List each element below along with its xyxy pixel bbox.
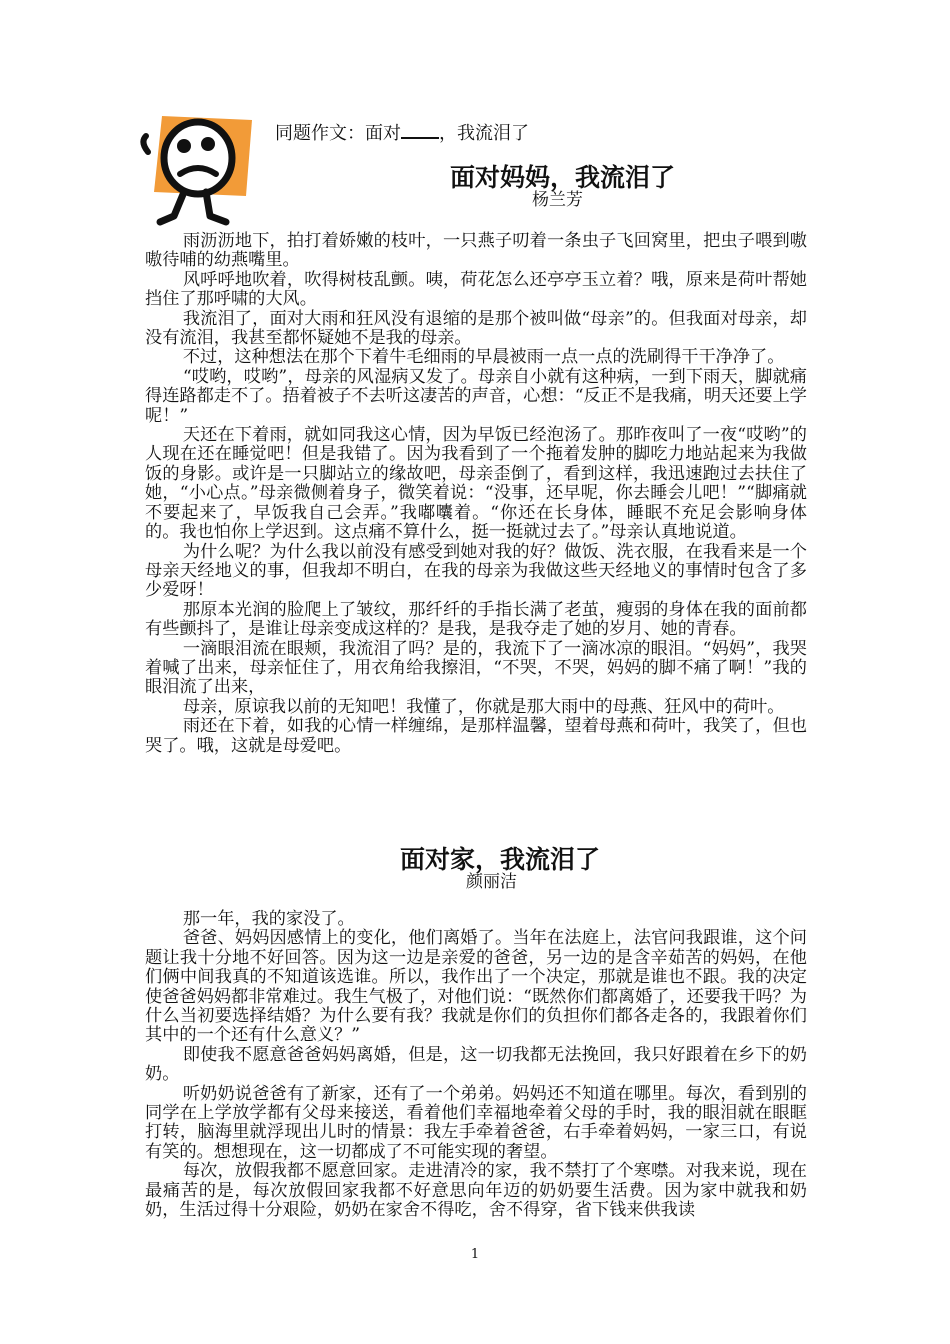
- prompt-blank: [401, 120, 439, 139]
- prompt-suffix: ，我流泪了: [439, 123, 529, 144]
- paragraph: 天还在下着雨，就如同我这心情，因为早饭已经泡汤了。那昨夜叫了一夜“哎哟”的人现在还在睡觉吧！但是我错了。因为我看到了一个拖着发肿的脚吃力地站起来为我做饭的身影。或许是一只脚站立的缘故吧，母亲歪倒了，看到这样，我迅速跑过去扶住了她，“小心点。”母亲微侧着身子，微笑着说：“没事，还早呢，你去睡会儿吧！”“脚痛就不要起来了，早饭我自己会弄。”我嘟囔着。“你还在长身体，睡眠不充足会影响身体的。我也怕你上学迟到。这点痛不算什么，挺一挺就过去了。”母亲认真地说道。: [145, 425, 807, 543]
- paragraph: “哎哟，哎哟”，母亲的风湿病又发了。母亲自小就有这种病，一到下雨天，脚就痛得连路都走不了。捂着被子不去听这凄苦的声音，心想：“反正不是我痛，明天还要上学呢！”: [145, 366, 807, 426]
- paragraph: 为什么呢？为什么我以前没有感受到她对我的好？做饭、洗衣服，在我看来是一个母亲天经地义的事，但我却不明白，在我的母亲为我做这些天经地义的事情时包含了多少爱呀！: [145, 541, 807, 601]
- essay-title: 面对妈妈，我流泪了: [450, 163, 676, 192]
- essay-prompt: [275, 120, 529, 146]
- essay-title: 面对家，我流泪了: [400, 845, 601, 874]
- essay-body: [145, 910, 807, 1221]
- paragraph: 即使我不愿意爸爸妈妈离婚，但是，这一切我都无法挽回，我只好跟着在乡下的奶奶。: [145, 1044, 807, 1085]
- essay-body: [145, 232, 807, 756]
- page-number: 1: [470, 1247, 480, 1262]
- essay-author: 杨兰芳: [532, 190, 583, 210]
- paragraph: 风呼呼地吹着，吹得树枝乱颤。咦，荷花怎么还亭亭玉立着？哦，原来是荷叶帮她挡住了那呼啸的大风。: [145, 269, 807, 310]
- paragraph: 母亲，原谅我以前的无知吧！我懂了，你就是那大雨中的母燕、狂风中的荷叶。: [182, 696, 785, 717]
- paragraph: 那原本光润的脸爬上了皱纹，那纤纤的手指长满了老茧，瘦弱的身体在我的面前都有些颤抖了，是谁让母亲变成这样的？是我，是我夺走了她的岁月、她的青春。: [145, 599, 807, 640]
- essay-author: 颜丽洁: [466, 872, 517, 892]
- paragraph: 每次，放假我都不愿意回家。走进清冷的家，我不禁打了个寒噤。对我来说，现在最痛苦的是，每次放假回家我都不好意思向年迈的奶奶要生活费。因为家中就我和奶奶，生活过得十分艰险，奶奶在家舍不得吃，舍不得穿，省下钱来供我读: [145, 1161, 807, 1221]
- paragraph: 我流泪了，面对大雨和狂风没有退缩的是那个被叫做“母亲”的。但我面对母亲，却没有流泪，我甚至都怀疑她不是我的母亲。: [145, 308, 807, 349]
- paragraph: 那一年，我的家没了。: [182, 909, 355, 929]
- prompt-prefix: 同题作文：面对: [275, 123, 401, 144]
- worried-mascot-icon: [140, 112, 260, 228]
- paragraph: 爸爸、妈妈因感情上的变化，他们离婚了。当年在法庭上，法官问我跟谁，这个问题让我十分地不好回答。因为这一边是亲爱的爸爸，另一边的是含辛茹苦的妈妈，在他们俩中间我真的不知道该选谁。所以，我作出了一个决定，那就是谁也不跟。我的决定使爸爸妈妈都非常难过。我生气极了，对他们说：“既然你们都离婚了，还要我干吗？为什么当初要选择结婚？为什么要有我？我就是你们的负担你们都各走各的，我跟着你们其中的一个还有什么意义？”: [145, 928, 807, 1046]
- paragraph: 雨还在下着，如我的心情一样缠绵，是那样温馨，望着母燕和荷叶，我笑了，但也哭了。哦，这就是母爱吧。: [145, 716, 807, 756]
- paragraph: 听奶奶说爸爸有了新家，还有了一个弟弟。妈妈还不知道在哪里。每次，看到别的同学在上学放学都有父母来接送，看着他们幸福地牵着父母的手时，我的眼泪就在眼眶打转，脑海里就浮现出儿时的情景：我左手牵着爸爸，右手牵着妈妈，一家三口，有说有笑的。想想现在，这一切都成了不可能实现的奢望。: [145, 1083, 807, 1162]
- paragraph: 一滴眼泪流在眼颊，我流泪了吗？是的，我流下了一滴冰凉的眼泪。“妈妈”，我哭着喊了出来，母亲怔住了，用衣角给我擦泪，“不哭，不哭，妈妈的脚不痛了啊！”我的眼泪流了出来，: [145, 638, 807, 698]
- paragraph: 雨沥沥地下，拍打着娇嫩的枝叶，一只燕子叨着一条虫子飞回窝里，把虫子喂到嗷嗷待哺的幼燕嘴里。: [145, 231, 807, 271]
- paragraph: 不过，这种想法在那个下着牛毛细雨的早晨被雨一点一点的洗刷得干干净净了。: [182, 347, 785, 368]
